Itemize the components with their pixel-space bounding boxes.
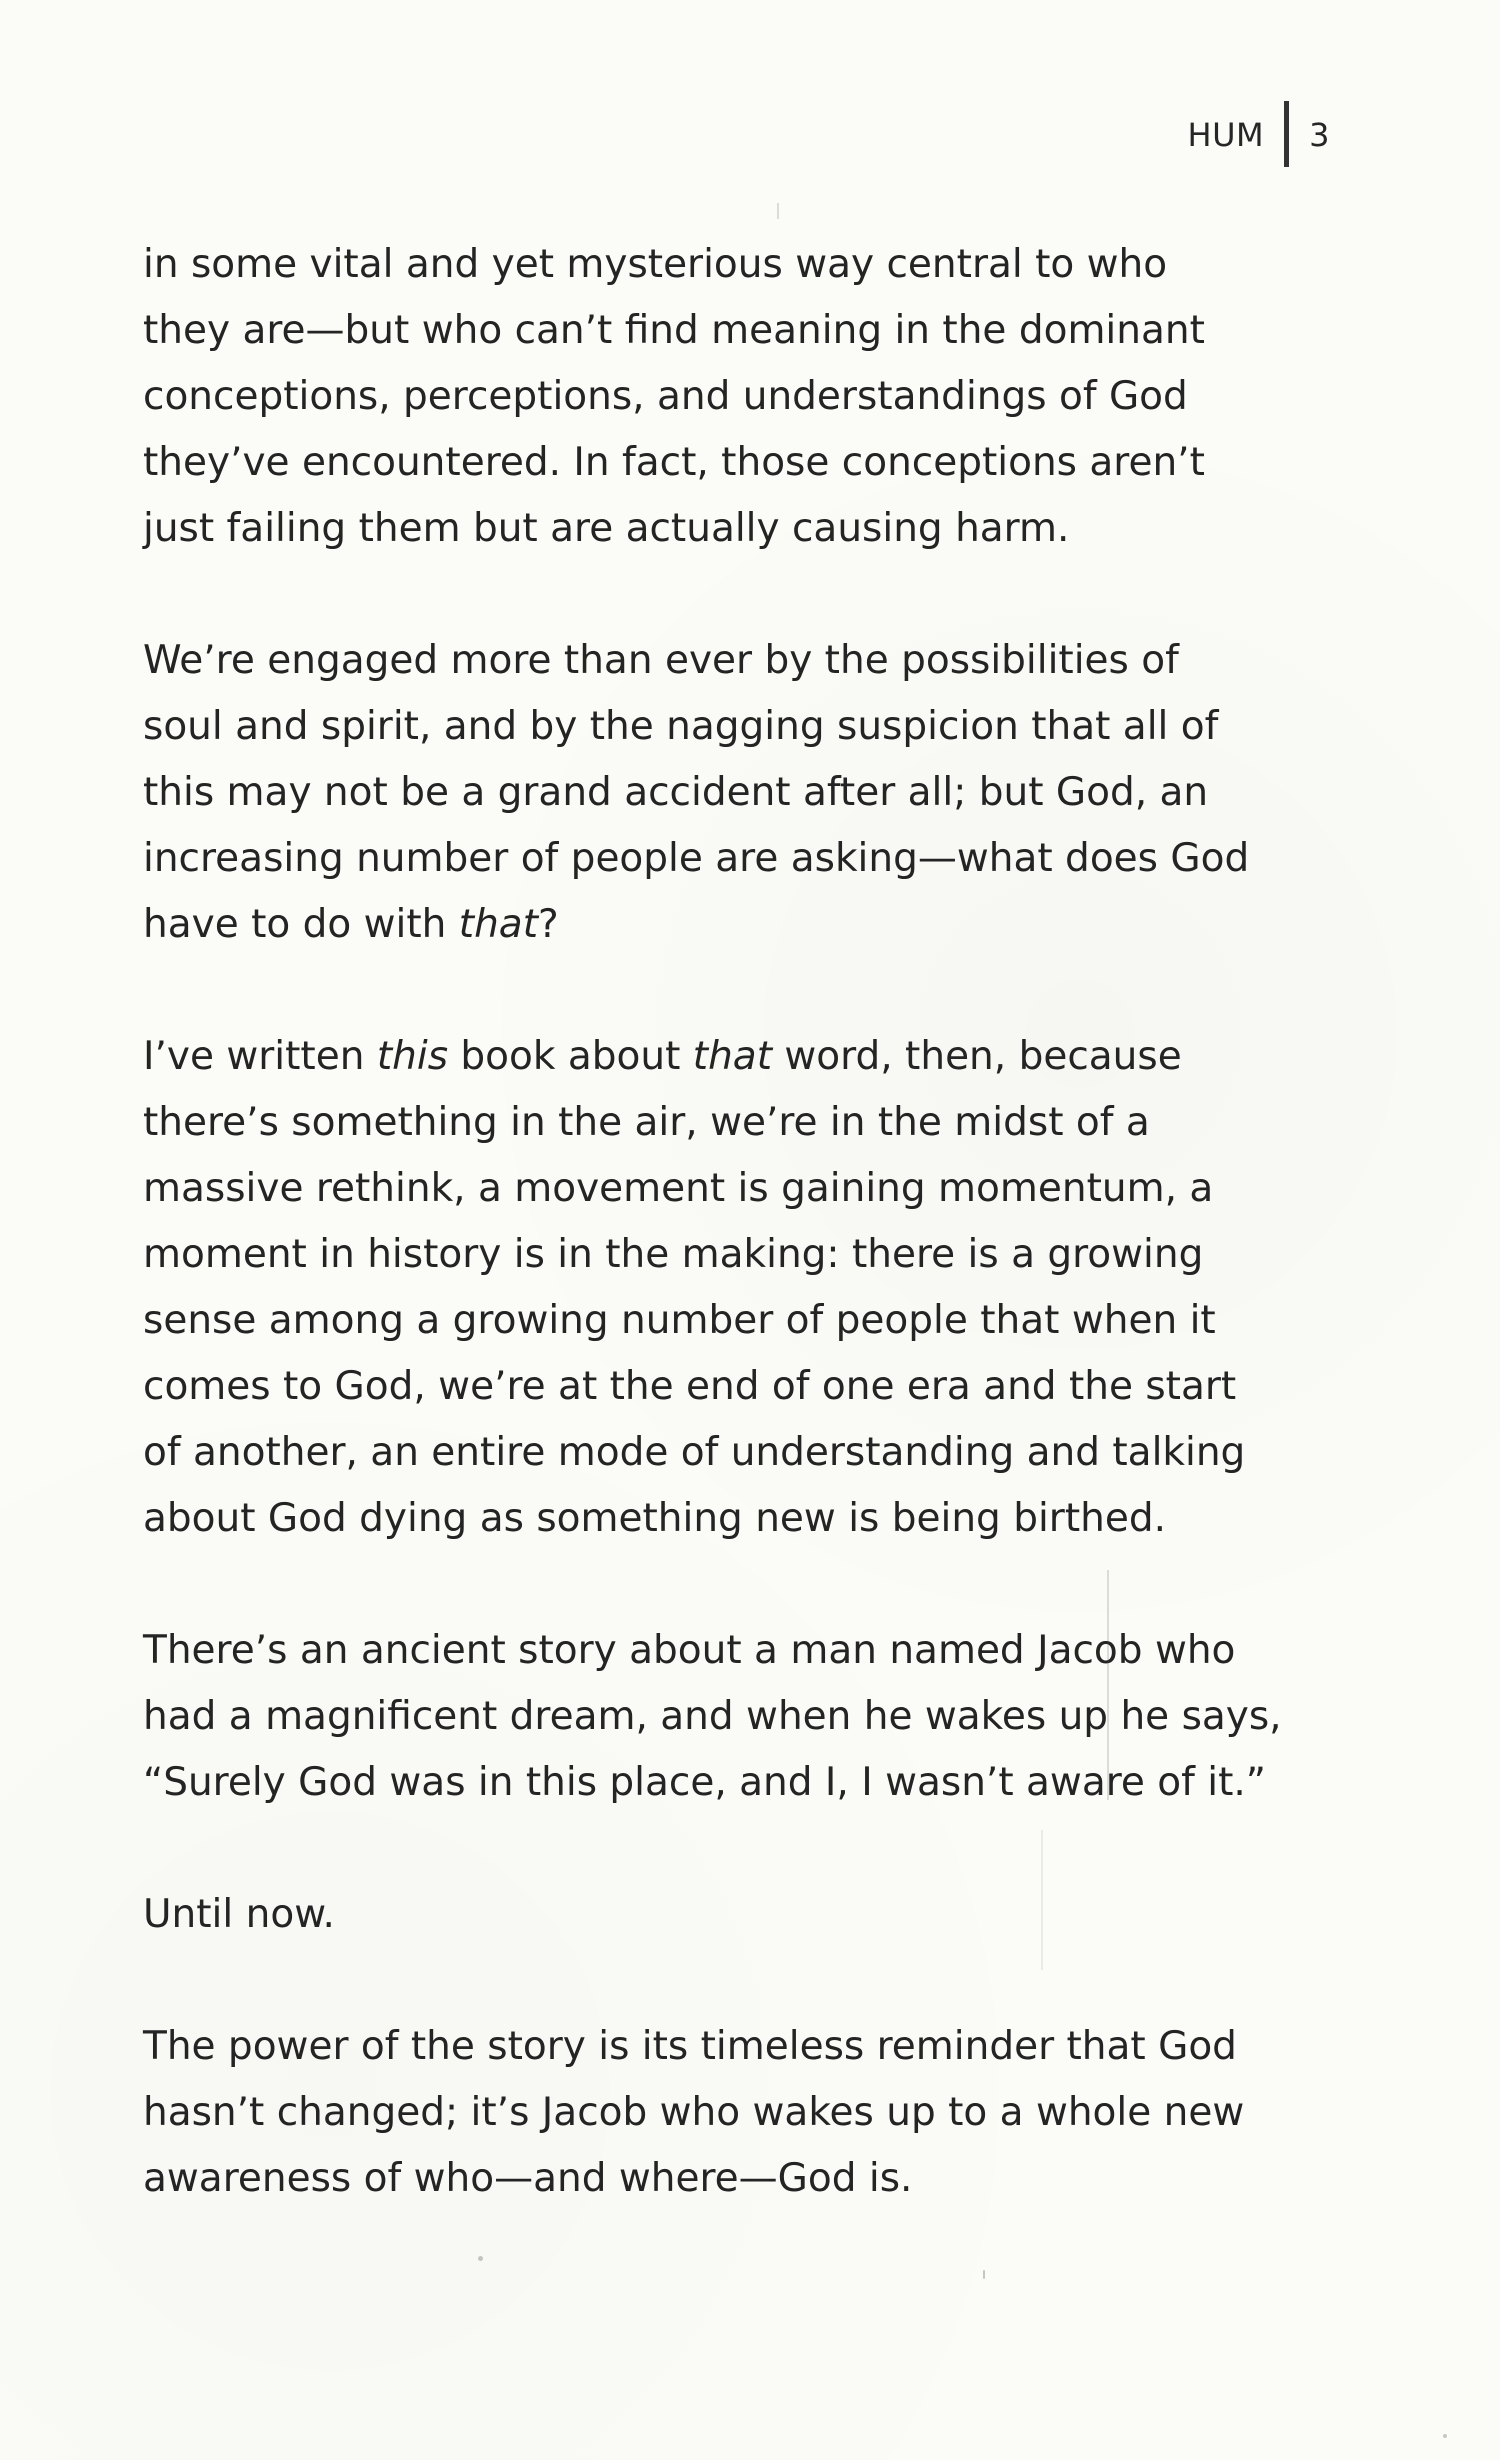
text-line	[143, 1882, 1353, 1948]
text-run: about God dying as something new is being birthed.	[143, 1496, 1166, 1541]
text-line	[143, 364, 1353, 430]
text-line	[143, 1486, 1353, 1552]
text-line	[143, 2014, 1353, 2080]
paragraph	[143, 628, 1353, 958]
text-line	[143, 694, 1353, 760]
text-run: book about	[448, 1034, 693, 1079]
text-line	[143, 298, 1353, 364]
text-run: massive rethink, a movement is gaining momentum, a	[143, 1166, 1214, 1211]
text-run: There’s an ancient story about a man named Jacob who	[143, 1628, 1236, 1673]
paragraph	[143, 1024, 1353, 1552]
text-run: had a magnificent dream, and when he wakes up he says,	[143, 1694, 1282, 1739]
paragraph	[143, 1618, 1353, 1816]
text-run: they’ve encountered. In fact, those conceptions aren’t	[143, 440, 1205, 485]
text-line	[143, 1222, 1353, 1288]
text-line	[143, 496, 1353, 562]
text-line	[143, 1288, 1353, 1354]
text-run: this may not be a grand accident after all; but God, an	[143, 770, 1209, 815]
text-line	[143, 1618, 1353, 1684]
text-line	[143, 1420, 1353, 1486]
text-run: hasn’t changed; it’s Jacob who wakes up to a whole new	[143, 2090, 1245, 2135]
text-line	[143, 2080, 1353, 2146]
paper-speck	[478, 2256, 483, 2261]
paragraph	[143, 1882, 1353, 1948]
text-line	[143, 1684, 1353, 1750]
text-run: sense among a growing number of people that when it	[143, 1298, 1216, 1343]
text-run: I’ve written	[143, 1034, 377, 1079]
book-title: HUM	[1187, 116, 1265, 154]
text-run: have to do with	[143, 902, 459, 947]
running-header	[1188, 106, 1330, 164]
text-run: conceptions, perceptions, and understandings of God	[143, 374, 1188, 419]
text-run: comes to God, we’re at the end of one era and the start	[143, 1364, 1237, 1409]
text-run: We’re engaged more than ever by the possibilities of	[143, 638, 1179, 683]
paper-mark	[1107, 1570, 1109, 1800]
body-text	[143, 232, 1353, 2278]
text-run: they are—but who can’t find meaning in the dominant	[143, 308, 1205, 353]
text-run: Until now.	[143, 1892, 335, 1937]
text-run: moment in history is in the making: there is a growing	[143, 1232, 1204, 1277]
paper-speck	[1443, 2434, 1447, 2438]
text-run: just failing them but are actually causing harm.	[143, 506, 1070, 551]
paragraph	[143, 232, 1353, 562]
text-run: there’s something in the air, we’re in the midst of a	[143, 1100, 1150, 1145]
text-run: of another, an entire mode of understanding and talking	[143, 1430, 1246, 1475]
text-line	[143, 1024, 1353, 1090]
text-line	[143, 760, 1353, 826]
text-run: ?	[538, 902, 559, 947]
text-run: word, then, because	[772, 1034, 1182, 1079]
text-line	[143, 1156, 1353, 1222]
text-run: “Surely God was in this place, and I, I wasn’t aware of it.”	[143, 1760, 1267, 1805]
text-line	[143, 232, 1353, 298]
text-line	[143, 826, 1353, 892]
text-run: increasing number of people are asking—what does God	[143, 836, 1250, 881]
text-line	[143, 1090, 1353, 1156]
text-run: soul and spirit, and by the nagging suspicion that all of	[143, 704, 1219, 749]
text-line	[143, 892, 1353, 958]
page-number: 3	[1309, 116, 1330, 154]
paper-mark	[777, 203, 779, 219]
text-line	[143, 1750, 1353, 1816]
paper-speck	[983, 2270, 985, 2279]
italic-text: this	[376, 1034, 449, 1079]
italic-text: that	[458, 902, 538, 947]
text-line	[143, 430, 1353, 496]
text-line	[143, 628, 1353, 694]
text-run: awareness of who—and where—God is.	[143, 2156, 913, 2201]
text-run: The power of the story is its timeless reminder that God	[143, 2024, 1237, 2069]
paper-mark	[1041, 1830, 1043, 1970]
text-line	[143, 2146, 1353, 2212]
italic-text: that	[692, 1034, 772, 1079]
paragraph	[143, 2014, 1353, 2212]
text-run: in some vital and yet mysterious way central to who	[143, 242, 1168, 287]
header-divider	[1284, 101, 1289, 167]
text-line	[143, 1354, 1353, 1420]
